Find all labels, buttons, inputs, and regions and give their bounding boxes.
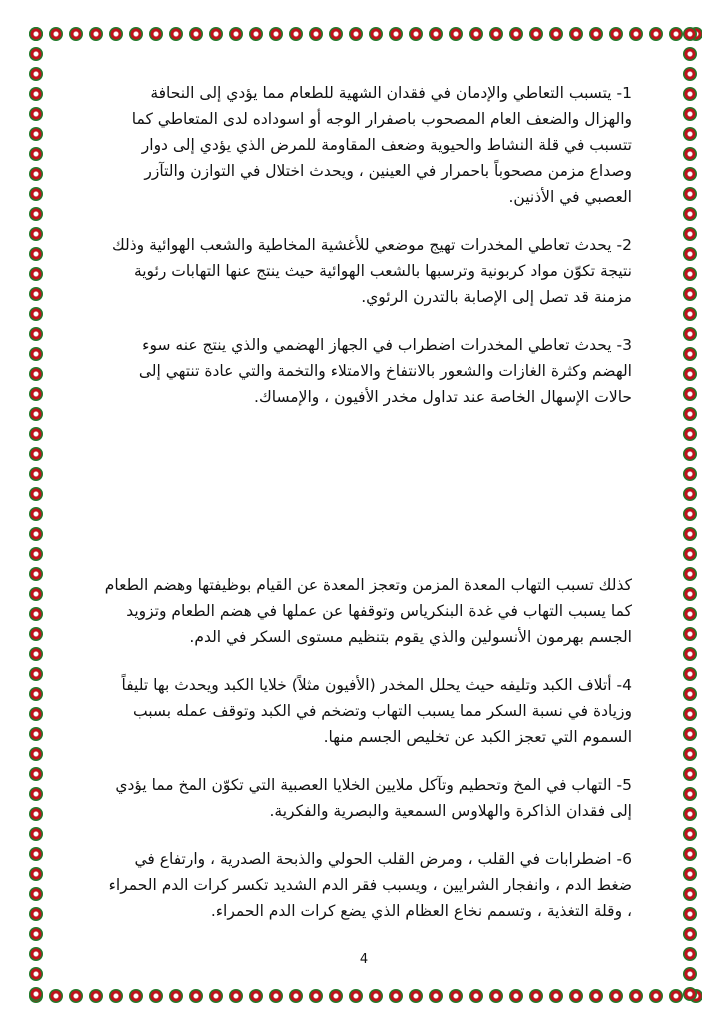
- red-flower-ornament-icon: [27, 445, 45, 463]
- red-flower-ornament-icon: [627, 25, 645, 43]
- red-flower-ornament-icon: [247, 987, 265, 1005]
- red-flower-ornament-icon: [467, 25, 485, 43]
- red-flower-ornament-icon: [347, 25, 365, 43]
- paragraph-2: 2- يحدث تعاطي المخدرات تهيج موضعي للأغشية المخاطية والشعب الهوائية وذلك نتيجة تكوّن مواد كربونية وترسبها بالشعب الهوائية حيث ينتج عنها التهابات رئوية مزمنة قد تصل إلى الإصابة بالتدرن الرئوي.: [111, 236, 632, 306]
- red-flower-ornament-icon: [681, 505, 699, 523]
- red-flower-ornament-icon: [27, 765, 45, 783]
- red-flower-ornament-icon: [387, 987, 405, 1005]
- red-flower-ornament-icon: [527, 987, 545, 1005]
- red-flower-ornament-icon: [127, 987, 145, 1005]
- red-flower-ornament-icon: [27, 725, 45, 743]
- red-flower-ornament-icon: [107, 987, 125, 1005]
- red-flower-ornament-icon: [447, 987, 465, 1005]
- red-flower-ornament-icon: [447, 25, 465, 43]
- red-flower-ornament-icon: [681, 85, 699, 103]
- red-flower-ornament-icon: [27, 365, 45, 383]
- red-flower-ornament-icon: [27, 245, 45, 263]
- red-flower-ornament-icon: [681, 65, 699, 83]
- red-flower-ornament-icon: [27, 265, 45, 283]
- red-flower-ornament-icon: [27, 505, 45, 523]
- red-flower-ornament-icon: [87, 25, 105, 43]
- red-flower-ornament-icon: [27, 585, 45, 603]
- red-flower-ornament-icon: [27, 965, 45, 983]
- red-flower-ornament-icon: [681, 105, 699, 123]
- red-flower-ornament-icon: [647, 987, 665, 1005]
- red-flower-ornament-icon: [67, 25, 85, 43]
- paragraph-5: 5- التهاب في المخ وتحطيم وتآكل ملايين الخلايا العصبية التي تكوّن المخ مما يؤدي إلى فقدان الذاكرة والهلاوس السمعية والبصرية والفكرية.: [115, 776, 632, 820]
- blank-gap: [100, 432, 632, 572]
- red-flower-ornament-icon: [307, 987, 325, 1005]
- red-flower-ornament-icon: [567, 25, 585, 43]
- red-flower-ornament-icon: [547, 25, 565, 43]
- red-flower-ornament-icon: [307, 25, 325, 43]
- red-flower-ornament-icon: [27, 825, 45, 843]
- red-flower-ornament-icon: [681, 45, 699, 63]
- red-flower-ornament-icon: [681, 185, 699, 203]
- red-flower-ornament-icon: [287, 987, 305, 1005]
- red-flower-ornament-icon: [27, 305, 45, 323]
- red-flower-ornament-icon: [47, 987, 65, 1005]
- red-flower-ornament-icon: [681, 525, 699, 543]
- red-flower-ornament-icon: [367, 987, 385, 1005]
- red-flower-ornament-icon: [27, 565, 45, 583]
- red-flower-ornament-icon: [27, 45, 45, 63]
- red-flower-ornament-icon: [681, 25, 699, 43]
- red-flower-ornament-icon: [27, 465, 45, 483]
- red-flower-ornament-icon: [27, 25, 45, 43]
- red-flower-ornament-icon: [681, 985, 699, 1003]
- red-flower-ornament-icon: [681, 585, 699, 603]
- page-number: 4: [359, 952, 369, 967]
- red-flower-ornament-icon: [587, 25, 605, 43]
- red-flower-ornament-icon: [487, 987, 505, 1005]
- ornamental-border-left: [26, 24, 48, 1008]
- red-flower-ornament-icon: [27, 885, 45, 903]
- red-flower-ornament-icon: [27, 185, 45, 203]
- red-flower-ornament-icon: [681, 905, 699, 923]
- red-flower-ornament-icon: [207, 987, 225, 1005]
- red-flower-ornament-icon: [367, 25, 385, 43]
- red-flower-ornament-icon: [27, 285, 45, 303]
- red-flower-ornament-icon: [681, 405, 699, 423]
- ornamental-border-right: [680, 24, 702, 1008]
- red-flower-ornament-icon: [67, 987, 85, 1005]
- red-flower-ornament-icon: [487, 25, 505, 43]
- red-flower-ornament-icon: [167, 25, 185, 43]
- red-flower-ornament-icon: [467, 987, 485, 1005]
- paragraph-stomach: كذلك تسبب التهاب المعدة المزمن وتعجز المعدة عن القيام بوظيفتها وهضم الطعام كما يسبب التهاب في غدة البنكرياس وتوقفها عن عملها في هضم الطعام وتزويد الجسم بهرمون الأنسولين والذي يقوم بتنظيم مستوى السكر في الدم.: [104, 576, 632, 646]
- ornamental-border-bottom: [26, 986, 702, 1008]
- red-flower-ornament-icon: [327, 25, 345, 43]
- red-flower-ornament-icon: [27, 405, 45, 423]
- red-flower-ornament-icon: [147, 987, 165, 1005]
- red-flower-ornament-icon: [681, 565, 699, 583]
- red-flower-ornament-icon: [107, 25, 125, 43]
- ornamental-border-top: [26, 24, 702, 46]
- red-flower-ornament-icon: [681, 685, 699, 703]
- red-flower-ornament-icon: [681, 205, 699, 223]
- red-flower-ornament-icon: [27, 105, 45, 123]
- red-flower-ornament-icon: [681, 125, 699, 143]
- red-flower-ornament-icon: [27, 225, 45, 243]
- red-flower-ornament-icon: [681, 285, 699, 303]
- red-flower-ornament-icon: [567, 987, 585, 1005]
- red-flower-ornament-icon: [287, 25, 305, 43]
- page-body: [100, 80, 632, 946]
- red-flower-ornament-icon: [27, 925, 45, 943]
- red-flower-ornament-icon: [681, 385, 699, 403]
- red-flower-ornament-icon: [407, 25, 425, 43]
- red-flower-ornament-icon: [681, 885, 699, 903]
- red-flower-ornament-icon: [681, 225, 699, 243]
- red-flower-ornament-icon: [27, 325, 45, 343]
- red-flower-ornament-icon: [387, 25, 405, 43]
- red-flower-ornament-icon: [27, 705, 45, 723]
- red-flower-ornament-icon: [607, 25, 625, 43]
- red-flower-ornament-icon: [681, 325, 699, 343]
- red-flower-ornament-icon: [27, 845, 45, 863]
- red-flower-ornament-icon: [681, 645, 699, 663]
- red-flower-ornament-icon: [227, 987, 245, 1005]
- red-flower-ornament-icon: [681, 805, 699, 823]
- red-flower-ornament-icon: [27, 685, 45, 703]
- red-flower-ornament-icon: [547, 987, 565, 1005]
- red-flower-ornament-icon: [187, 987, 205, 1005]
- red-flower-ornament-icon: [427, 25, 445, 43]
- red-flower-ornament-icon: [681, 845, 699, 863]
- red-flower-ornament-icon: [27, 65, 45, 83]
- red-flower-ornament-icon: [681, 965, 699, 983]
- red-flower-ornament-icon: [681, 425, 699, 443]
- red-flower-ornament-icon: [27, 85, 45, 103]
- red-flower-ornament-icon: [327, 987, 345, 1005]
- red-flower-ornament-icon: [427, 987, 445, 1005]
- red-flower-ornament-icon: [27, 905, 45, 923]
- paragraph-4: 4- أتلاف الكبد وتليفه حيث يحلل المخدر (الأفيون مثلاً) خلايا الكبد ويحدث بها تليفاً وزيادة في نسبة السكر مما يسبب التهاب وتضخم في الكبد وتوقف عمله بسبب السموم التي تعجز الكبد عن تخليص الجسم منها.: [121, 676, 632, 746]
- red-flower-ornament-icon: [27, 345, 45, 363]
- red-flower-ornament-icon: [681, 865, 699, 883]
- red-flower-ornament-icon: [27, 605, 45, 623]
- red-flower-ornament-icon: [681, 245, 699, 263]
- red-flower-ornament-icon: [187, 25, 205, 43]
- red-flower-ornament-icon: [347, 987, 365, 1005]
- red-flower-ornament-icon: [681, 765, 699, 783]
- red-flower-ornament-icon: [681, 605, 699, 623]
- red-flower-ornament-icon: [681, 725, 699, 743]
- red-flower-ornament-icon: [167, 987, 185, 1005]
- red-flower-ornament-icon: [681, 785, 699, 803]
- red-flower-ornament-icon: [681, 345, 699, 363]
- red-flower-ornament-icon: [681, 665, 699, 683]
- red-flower-ornament-icon: [27, 665, 45, 683]
- red-flower-ornament-icon: [527, 25, 545, 43]
- red-flower-ornament-icon: [681, 445, 699, 463]
- red-flower-ornament-icon: [681, 545, 699, 563]
- red-flower-ornament-icon: [27, 385, 45, 403]
- red-flower-ornament-icon: [27, 985, 45, 1003]
- red-flower-ornament-icon: [27, 745, 45, 763]
- red-flower-ornament-icon: [507, 25, 525, 43]
- red-flower-ornament-icon: [647, 25, 665, 43]
- red-flower-ornament-icon: [681, 625, 699, 643]
- red-flower-ornament-icon: [27, 165, 45, 183]
- red-flower-ornament-icon: [27, 785, 45, 803]
- red-flower-ornament-icon: [681, 825, 699, 843]
- red-flower-ornament-icon: [147, 25, 165, 43]
- red-flower-ornament-icon: [681, 485, 699, 503]
- red-flower-ornament-icon: [247, 25, 265, 43]
- red-flower-ornament-icon: [681, 265, 699, 283]
- red-flower-ornament-icon: [267, 987, 285, 1005]
- red-flower-ornament-icon: [681, 465, 699, 483]
- red-flower-ornament-icon: [27, 865, 45, 883]
- red-flower-ornament-icon: [587, 987, 605, 1005]
- red-flower-ornament-icon: [27, 425, 45, 443]
- red-flower-ornament-icon: [267, 25, 285, 43]
- red-flower-ornament-icon: [27, 205, 45, 223]
- red-flower-ornament-icon: [127, 25, 145, 43]
- red-flower-ornament-icon: [27, 145, 45, 163]
- red-flower-ornament-icon: [681, 705, 699, 723]
- paragraph-6: 6- اضطرابات في القلب ، ومرض القلب الحولي والذبحة الصدرية ، وارتفاع في ضغط الدم ، وانفجار الشرايين ، ويسبب فقر الدم الشديد تكسر كرات الدم الحمراء ، وقلة التغذية ، وتسمم نخاع العظام الذي يضع كرات الدم الحمراء.: [108, 850, 632, 920]
- paragraph-3: 3- يحدث تعاطي المخدرات اضطراب في الجهاز الهضمي والذي ينتج عنه سوء الهضم وكثرة الغازات والشعور بالانتفاخ والامتلاء والتخمة والتي عادة تنتهي إلى حالات الإسهال الخاصة عند تداول مخدر الأفيون ، والإمساك.: [138, 336, 632, 406]
- red-flower-ornament-icon: [681, 165, 699, 183]
- red-flower-ornament-icon: [27, 125, 45, 143]
- red-flower-ornament-icon: [27, 625, 45, 643]
- red-flower-ornament-icon: [27, 645, 45, 663]
- red-flower-ornament-icon: [207, 25, 225, 43]
- red-flower-ornament-icon: [47, 25, 65, 43]
- red-flower-ornament-icon: [681, 365, 699, 383]
- red-flower-ornament-icon: [681, 745, 699, 763]
- red-flower-ornament-icon: [87, 987, 105, 1005]
- paragraph-1: 1- يتسبب التعاطي والإدمان في فقدان الشهية للطعام مما يؤدي إلى النحافة والهزال والضعف العام المصحوب باصفرار الوجه أو اسوداده لدى المتعاطي كما تتسبب في قلة النشاط والحيوية وضعف المقاومة للمرض الذي يؤدي إلى دوار وصداع مزمن مصحوباً باحمرار في العينين ، ويحدث اختلال في التوازن والتآزر العصبي في الأذنين.: [131, 84, 632, 206]
- red-flower-ornament-icon: [607, 987, 625, 1005]
- red-flower-ornament-icon: [507, 987, 525, 1005]
- red-flower-ornament-icon: [681, 145, 699, 163]
- red-flower-ornament-icon: [681, 925, 699, 943]
- red-flower-ornament-icon: [27, 525, 45, 543]
- red-flower-ornament-icon: [27, 805, 45, 823]
- red-flower-ornament-icon: [227, 25, 245, 43]
- red-flower-ornament-icon: [681, 305, 699, 323]
- red-flower-ornament-icon: [27, 485, 45, 503]
- red-flower-ornament-icon: [407, 987, 425, 1005]
- red-flower-ornament-icon: [27, 545, 45, 563]
- red-flower-ornament-icon: [627, 987, 645, 1005]
